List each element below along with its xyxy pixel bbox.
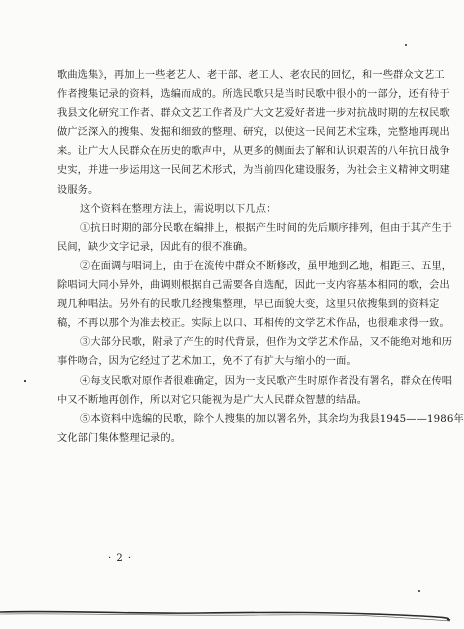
text-line: 事件吻合，因为它经过了艺术加工，免不了有扩大与缩小的一面。 [57,356,357,368]
text-line: 中又不断地再创作，所以对它只能视为是广大人民群众智慧的结晶。 [57,394,368,406]
scan-speck [24,380,26,382]
text-line: 歌曲选集》，再加上一些老艺人、老干部、老工人、老农民的回忆，和一些群众文艺工 [57,70,445,81]
scan-speck [405,44,407,46]
text-line: 来。让广大人民群众在历史的歌声中，从更多的侧面去了解和认识艰苦的八年抗日战争 [57,146,450,158]
body-text [57,66,464,448]
text-line: ①抗日时期的部分民歌在编排上，根据产生时间的先后顺序排列，但由于其产生于 [80,222,453,234]
text-line: 文化部门集体整理记录的。 [57,432,182,444]
paragraph-note-3 [57,333,453,371]
text-line: 我县文化研究工作者、群众文艺工作者及广大文艺爱好者进一步对抗战时期的左权民歌 [57,108,450,120]
scan-edge-rule [0,606,450,622]
text-line: 现几种唱法。另外有的民歌几经搜集整理，早已面貌大变，这里只依搜集到的资料定 [57,299,440,311]
paragraph-note-2 [57,257,453,333]
paragraph-note-4 [57,372,453,410]
text-line: ④每支民歌对原作者很难确定，因为一支民歌产生时原作者没有署名，群众在传唱 [80,375,453,387]
paragraph-note-1 [57,219,453,257]
text-line: 这个资料在整理方法上，需说明以下几点： [80,203,277,215]
scan-speck [418,590,420,592]
text-line: 稿，不再以那个为准去校正。实际上以口、耳相传的文学艺术作品，也很难求得一致。 [57,318,450,330]
text-line: 民间，缺少文字记录，因此有的很不准确。 [57,241,254,253]
text-line: 做广泛深入的搜集、发掘和细致的整理、研究，以使这一民间艺术宝珠，完整地再现出 [57,127,450,139]
paragraph-intro [57,66,450,200]
text-line: 除唱词大同小异外，曲调则根据自己需要各自选配，因此一支内容基本相同的歌，会出 [57,280,450,292]
text-line: 作者搜集记录的资料，选编而成的。所选民歌只是当时民歌中很小的一部分，还有待于 [57,89,450,101]
text-line: 设服务。 [57,184,99,196]
text-line: ②在面调与唱词上，由于在流传中群众不断修改，虽甲地到乙地，相距三、五里， [80,260,453,272]
paragraph-method-heading [57,200,402,219]
text-line: 史实，并进一步运用这一民间艺术形式，为当前四化建设服务，为社会主义精神文明建 [57,165,450,177]
text-line: ⑤本资料中选编的民歌，除个人搜集的加以署名外，其余均为我县1945——1986年 [80,413,464,425]
paragraph-note-5 [57,410,464,448]
page-number: · 2 · [108,553,133,564]
text-line: ③大部分民歌，附录了产生的时代背景，但作为文学艺术作品，又不能绝对地和历 [80,337,453,349]
